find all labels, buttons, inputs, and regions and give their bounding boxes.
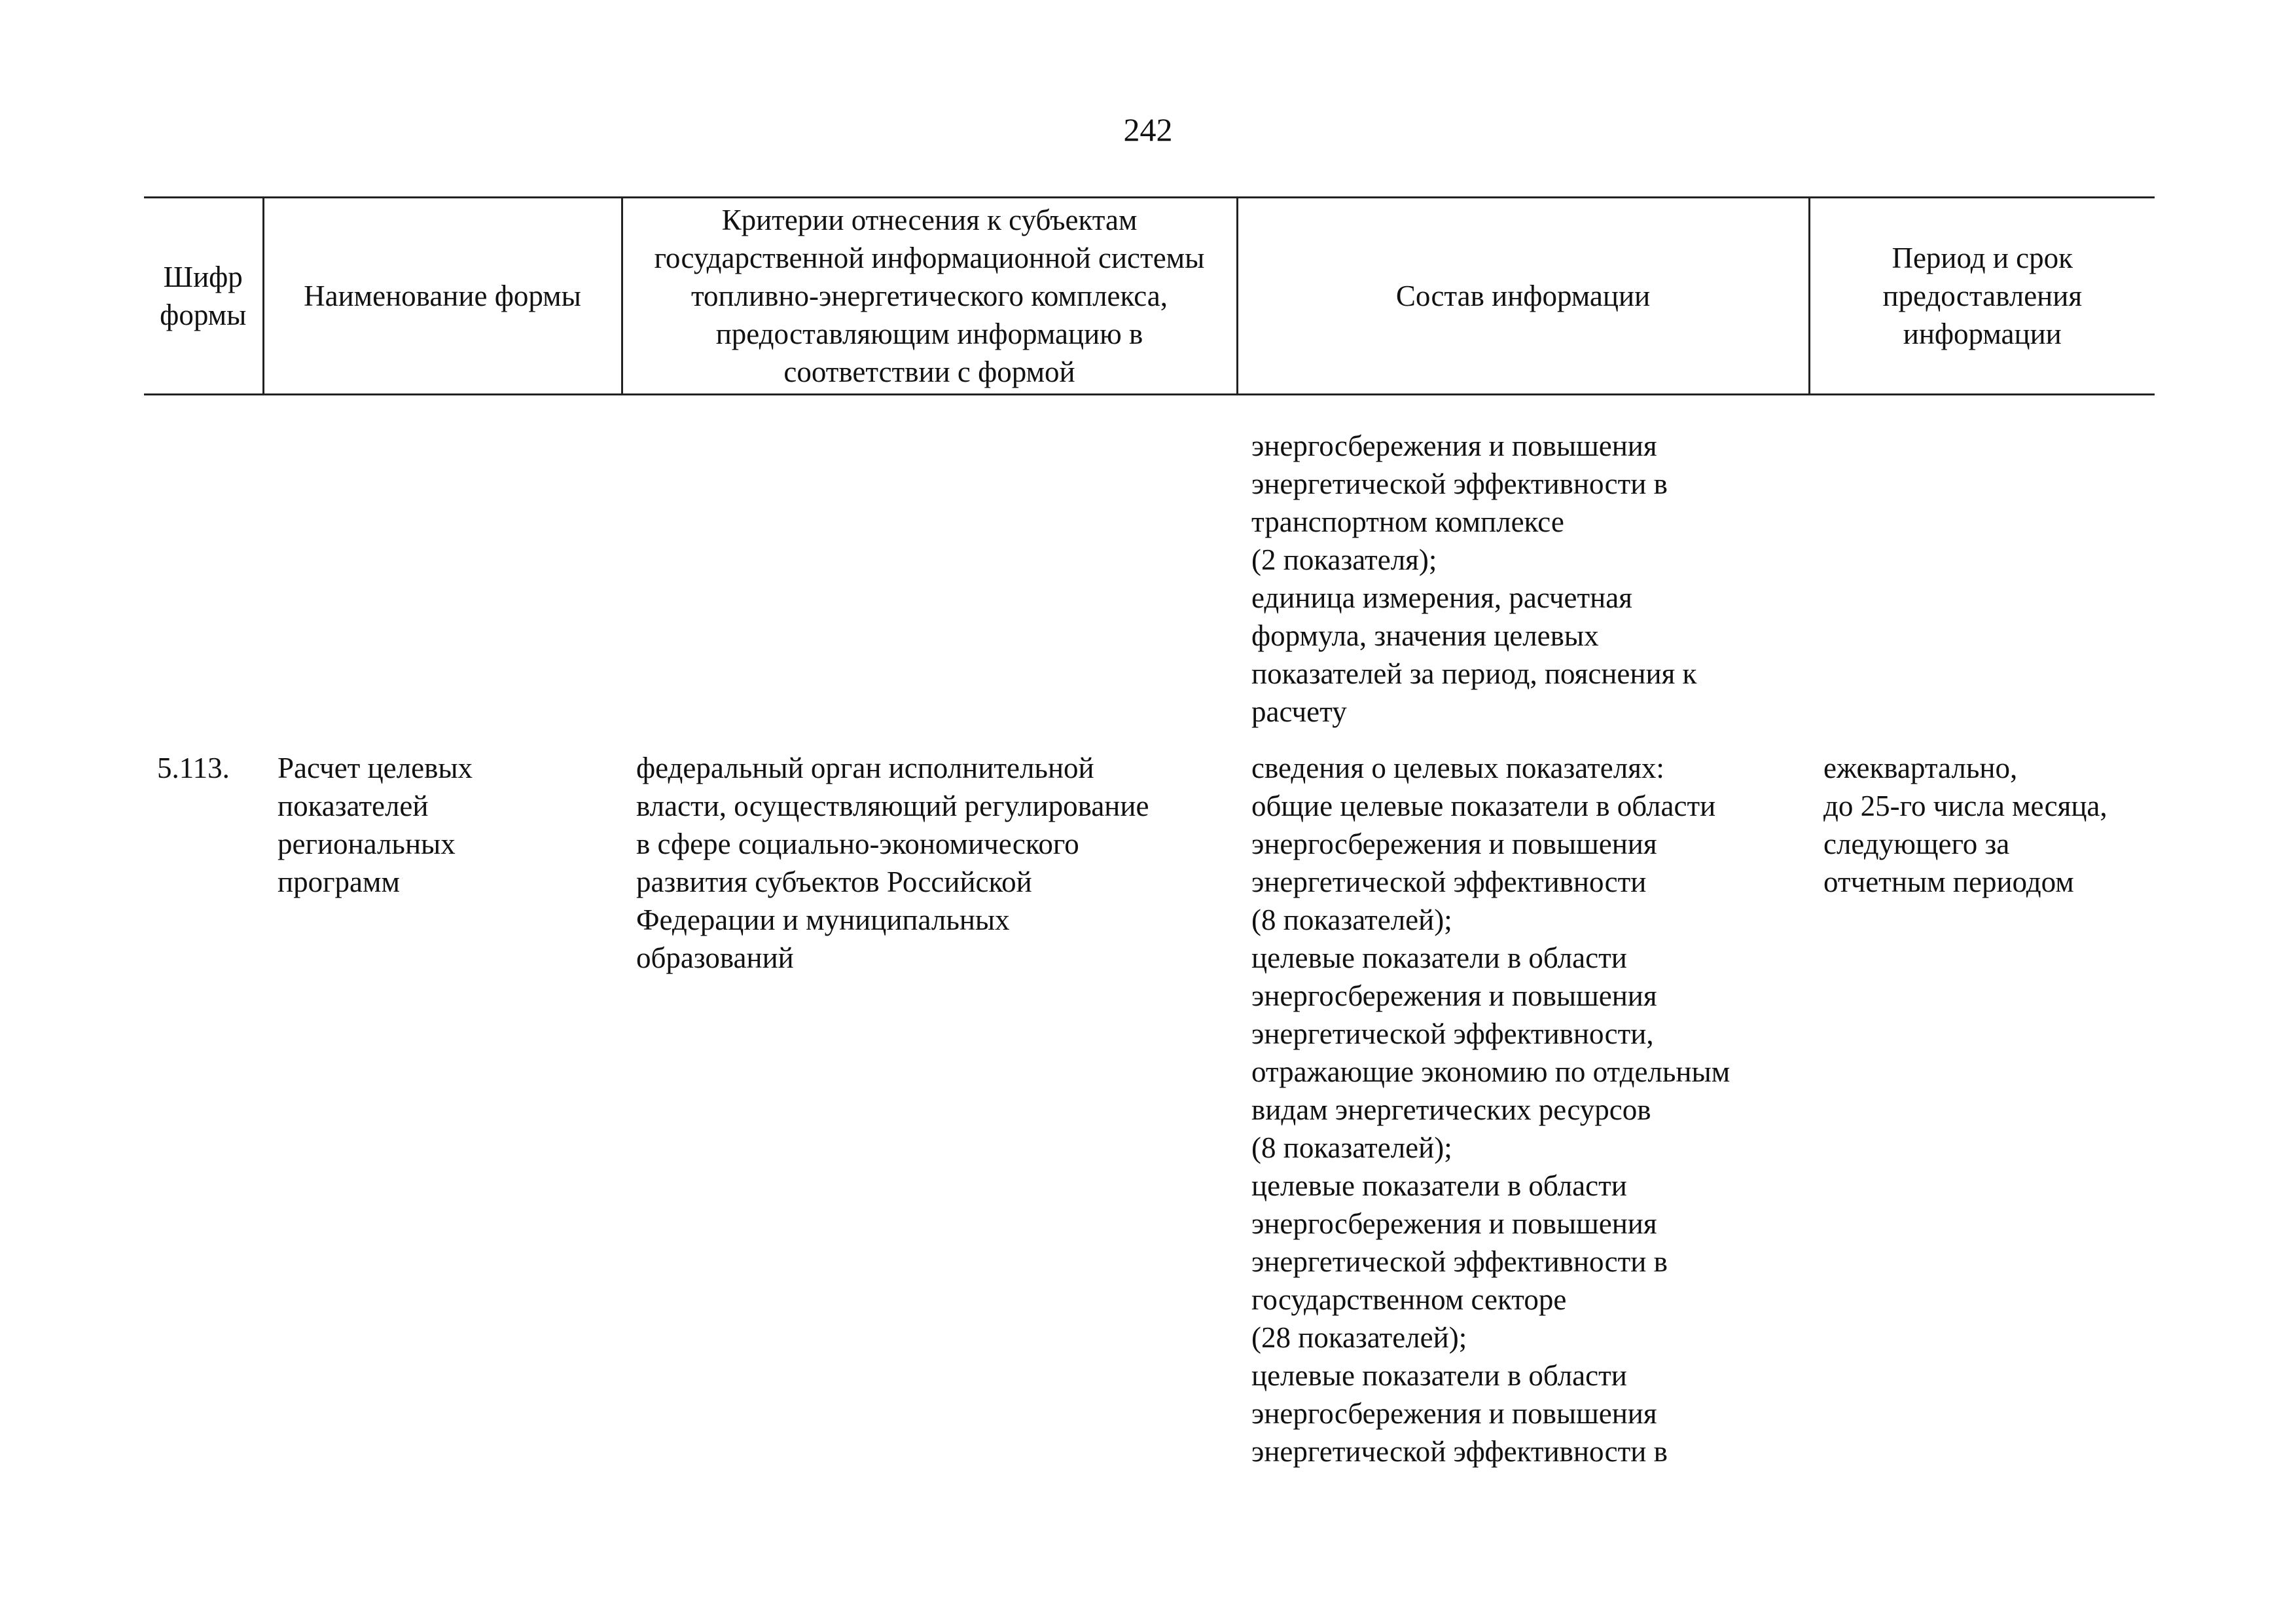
cell-content-continuation: энергосбережения и повышения энергетической эффективности в транспортном комплексе (2 показателя); единица измерения, расчетная формула, значения целевых показателей за период, пояснения к расчету	[1251, 429, 1697, 728]
table-row	[144, 745, 2155, 1470]
table-body	[144, 395, 2155, 1471]
header-code: Шифр формы	[144, 198, 263, 395]
cell-code: 5.113.	[157, 752, 230, 784]
page-number: 242	[1123, 111, 1173, 148]
table-header	[144, 198, 2155, 395]
header-row	[144, 198, 2155, 395]
table-row-continuation	[144, 395, 2155, 746]
cell-name-empty	[263, 395, 622, 746]
cell-code-empty	[144, 395, 263, 746]
header-criteria: Критерии отнесения к субъектам государственной информационной системы топливно-энергетического комплекса, предоставляющим информацию в соответствии с формой	[622, 198, 1237, 395]
cell-period-empty	[1809, 395, 2155, 746]
cell-name: Расчет целевых показателей региональных программ	[278, 752, 473, 898]
cell-period: ежеквартально, до 25-го числа месяца, следующего за отчетным периодом	[1823, 752, 2108, 898]
cell-content: сведения о целевых показателях: общие целевые показатели в области энергосбережения и повышения энергетической эффективности (8 показателей); целевые показатели в области энергосбережения и повышения энергетической эффективности, отражающие экономию по отдельным видам энергетических ресурсов (8 показателей); целевые показатели в области энергосбережения и повышения энергетической эффективности в государственном секторе (28 показателей); целевые показатели в области энергосбережения и повышения энергетической эффективности в	[1251, 752, 1731, 1468]
header-name: Наименование формы	[263, 198, 622, 395]
cell-criteria: федеральный орган исполнительной власти, осуществляющий регулирование в сфере социально-экономического развития субъектов Российской Федерации и муниципальных образований	[636, 752, 1149, 974]
header-content: Состав информации	[1237, 198, 1809, 395]
cell-criteria-empty	[622, 395, 1237, 746]
header-period: Период и срок предоставления информации	[1809, 198, 2155, 395]
forms-table	[144, 196, 2155, 1470]
